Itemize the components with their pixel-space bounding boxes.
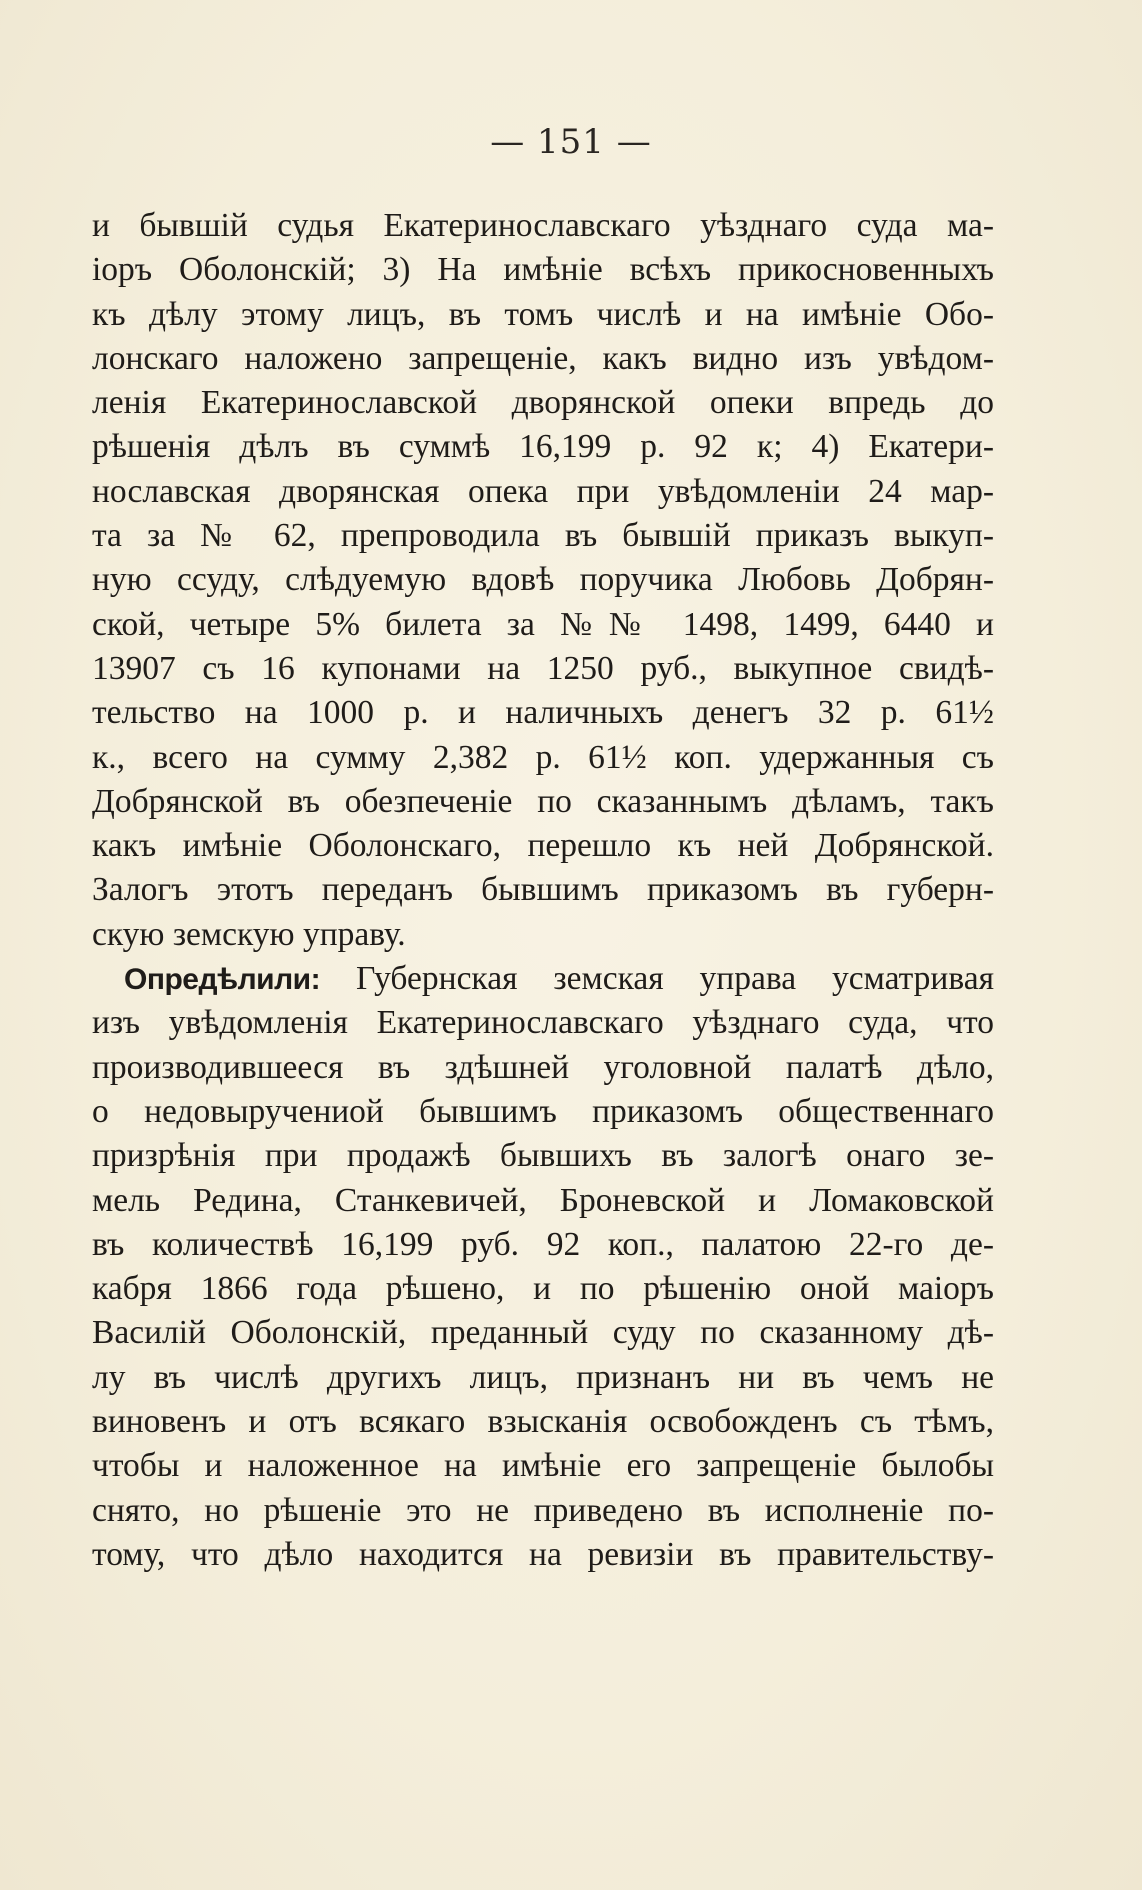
text-line: Василій Оболонскій, преданный суду по сказанному дѣ- bbox=[92, 1314, 994, 1352]
text-line: лу въ числѣ другихъ лицъ, признанъ ни въ чемъ не bbox=[92, 1358, 994, 1396]
text-line: ную ссуду, слѣдуемую вдовѣ поручика Любовь Добрян- bbox=[92, 561, 994, 599]
text-line: Добрянской въ обезпеченіе по сказаннымъ дѣламъ, такъ bbox=[92, 782, 994, 820]
resolution-heading: Опредѣлили: bbox=[124, 963, 321, 997]
text-line: изъ увѣдомленія Екатеринославскаго уѣзднаго суда, что bbox=[92, 1004, 994, 1042]
page-number: — 151 — bbox=[490, 122, 652, 162]
text-line: въ количествѣ 16,199 руб. 92 коп., палатою 22-го де- bbox=[92, 1225, 994, 1263]
text-line: чтобы и наложенное на имѣніе его запрещеніе былобы bbox=[92, 1447, 994, 1485]
text-line: 13907 съ 16 купонами на 1250 руб., выкупное свидѣ- bbox=[92, 649, 994, 687]
text-line: виновенъ и отъ всякаго взысканія освобожденъ съ тѣмъ, bbox=[92, 1403, 994, 1441]
text-line: лонскаго наложено запрещеніе, какъ видно изъ увѣдом- bbox=[92, 339, 994, 377]
body-text bbox=[92, 204, 994, 1577]
text-line: іоръ Оболонскій; 3) На имѣніе всѣхъ прикосновенныхъ bbox=[92, 251, 994, 289]
text-line: тельство на 1000 р. и наличныхъ денегъ 32 р. 61½ bbox=[92, 694, 994, 732]
text-line: призрѣнія при продажѣ бывшихъ въ залогѣ онаго зе- bbox=[92, 1137, 994, 1175]
paragraph-first-line bbox=[92, 957, 994, 1001]
text-line: та за № 62, препроводила въ бывшій приказъ выкуп- bbox=[92, 517, 994, 555]
text-line: нославская дворянская опека при увѣдомленіи 24 мар- bbox=[92, 472, 994, 510]
text-line: производившееся въ здѣшней уголовной палатѣ дѣло, bbox=[92, 1048, 994, 1086]
text-line: ленія Екатеринославской дворянской опеки впредь до bbox=[92, 384, 994, 422]
text-line: и бывшій судья Екатеринославскаго уѣзднаго суда ма- bbox=[92, 207, 994, 244]
text-line: к., всего на сумму 2,382 р. 61½ коп. удержанныя съ bbox=[92, 738, 994, 776]
text-line: снято, но рѣшеніе это не приведено въ исполненіе по- bbox=[92, 1491, 994, 1529]
text-line: тому, что дѣло находится на ревизіи въ правительству- bbox=[92, 1535, 994, 1573]
text-fragment: Губернская земская управа усматривая bbox=[356, 960, 994, 998]
text-line: о недовыручениой бывшимъ приказомъ общественнаго bbox=[92, 1092, 994, 1130]
text-line: къ дѣлу этому лицъ, въ томъ числѣ и на имѣніе Обо- bbox=[92, 295, 994, 333]
text-line: кабря 1866 года рѣшено, и по рѣшенію оной маіоръ bbox=[92, 1270, 994, 1308]
text-line: скую земскую управу. bbox=[92, 915, 406, 953]
text-line: Залогъ этотъ переданъ бывшимъ приказомъ въ губерн- bbox=[92, 871, 994, 909]
text-line: какъ имѣніе Оболонскаго, перешло къ ней Добрянской. bbox=[92, 827, 994, 865]
text-line: рѣшенія дѣлъ въ суммѣ 16,199 р. 92 к; 4) Екатери- bbox=[92, 428, 994, 466]
text-line: мель Редина, Станкевичей, Броневской и Ломаковской bbox=[92, 1181, 994, 1219]
text-line: ской, четыре 5% билета за №№ 1498, 1499, 6440 и bbox=[92, 605, 994, 643]
